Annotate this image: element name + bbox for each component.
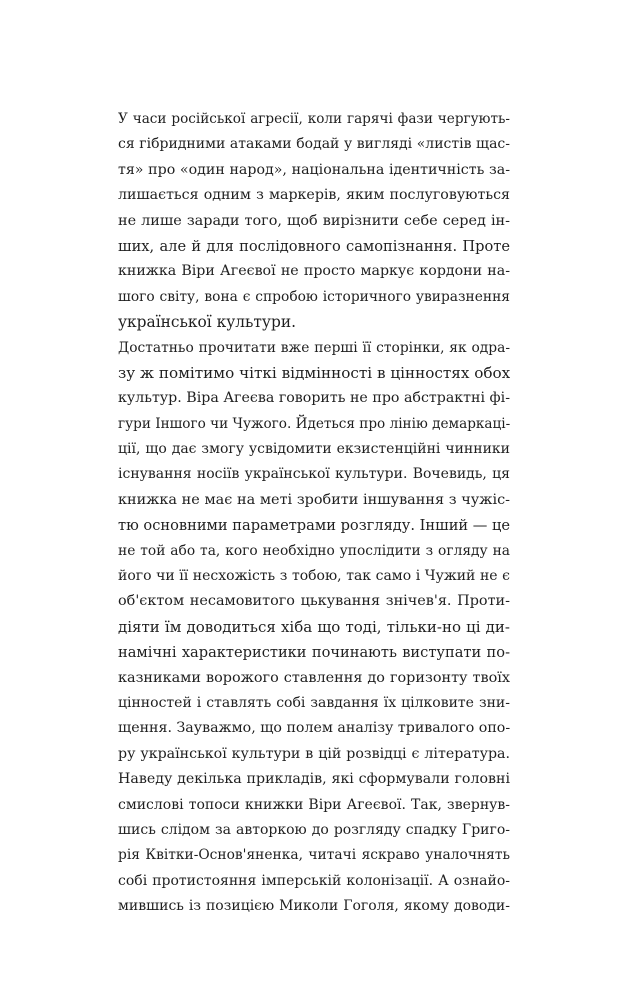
text-line: культур. Віра Агеєва говорить не про абстрактні фі-	[118, 390, 510, 407]
text-line: не той або та, кого необхідно упослідити з огляду на	[118, 542, 510, 559]
text-line: зу ж помітимо чіткі відмінності в цінностях обох	[118, 363, 511, 382]
text-line: книжка Віри Агеєвої не просто маркує кордони на-	[118, 263, 510, 280]
text-line: казниками ворожого ставлення до горизонту твоїх	[118, 669, 510, 686]
text-line: шись слідом за авторкою до розгляду спадку Григо-	[118, 821, 510, 838]
text-line: У часи російської агресії, коли гарячі фази чергують-	[118, 111, 510, 127]
text-line: шого світу, вона є спробою історичного увиразнення	[118, 288, 510, 305]
text-line: його чи її несхожість з тобою, так само і Чужий не є	[118, 568, 510, 585]
text-line: щення. Зауважмо, що полем аналізу тривалого опо-	[118, 720, 511, 737]
body-text	[118, 107, 510, 920]
text-line: намічні характеристики починають виступати по-	[118, 644, 510, 662]
text-line: книжка не має на меті зробити іншування з чужіс-	[118, 491, 510, 508]
text-line: об'єктом несамовитого цькування знічев'я. Проти-	[118, 593, 510, 610]
text-line: тя» про «один народ», національна ідентичність за-	[118, 161, 510, 178]
text-line: не лише заради того, щоб вирізнити себе серед ін-	[118, 212, 510, 229]
text-line: ру української культури в цій розвідці є література.	[118, 745, 510, 762]
text-line: лишається одним з маркерів, яким послуговуються	[118, 187, 510, 204]
text-line: цінностей і ставлять собі завдання їх цілковите зни-	[118, 694, 510, 711]
text-line: існування носіїв української культури. Вочевидь, ця	[118, 466, 510, 483]
text-line: ших, але й для послідовного самопізнання. Проте	[118, 237, 510, 255]
text-line: ції, що дає змогу усвідомити екзистенційні чинники	[118, 441, 510, 458]
text-line: собі протистояння імперській колонізації. А ознайо-	[118, 872, 510, 889]
text-line: української культури.	[118, 313, 296, 332]
text-line: смислові топоси книжки Віри Агеєвої. Так, звернув-	[118, 796, 510, 813]
text-line: мившись із позицією Миколи Гоголя, якому доводи-	[118, 898, 510, 915]
text-line: Наведу декілька прикладів, які сформували головні	[118, 771, 510, 788]
text-line: рія Квітки-Основ'яненка, читачі яскраво уналочнять	[118, 847, 510, 864]
text-line: гури Іншого чи Чужого. Йдеться про лінію демаркаці-	[118, 415, 511, 432]
text-line: діяти їм доводиться хіба що тоді, тільки-но ці ди-	[118, 617, 510, 636]
text-line: тю основними параметрами розгляду. Інший — це	[118, 517, 511, 535]
text-line: ся гібридними атаками бодай у вигляді «листів щас-	[118, 136, 510, 153]
text-line: Достатньо прочитати вже перші її сторінки, як одра-	[118, 339, 510, 356]
